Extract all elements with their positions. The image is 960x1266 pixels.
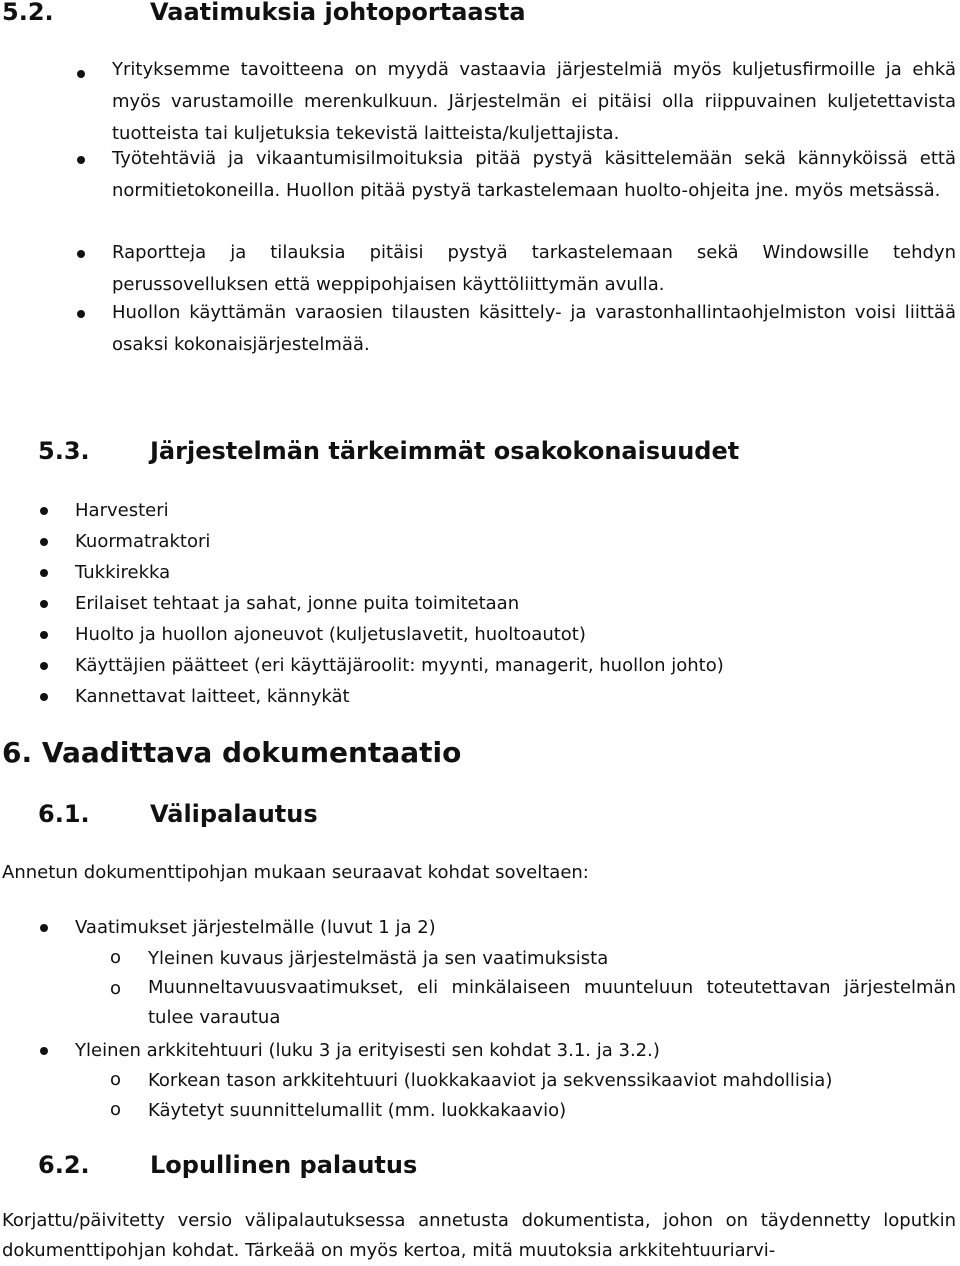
sub-list-item: Yleinen kuvaus järjestelmästä ja sen vaatimuksista (148, 948, 609, 969)
sub-bullet-icon: o (110, 1099, 122, 1120)
bullet-icon (40, 600, 48, 608)
sub-list-item: Käytetyt suunnittelumallit (mm. luokkakaavio) (148, 1100, 567, 1121)
section-number: 5.3. (38, 437, 90, 465)
list-item: Käyttäjien päätteet (eri käyttäjäroolit: myynti, managerit, huollon johto) (75, 655, 724, 676)
section-6-1-intro: Annetun dokumenttipohjan mukaan seuraavat kohdat soveltaen: (2, 862, 589, 883)
bullet-icon (77, 70, 85, 78)
section-number: 6.2. (38, 1151, 90, 1179)
sub-bullet-icon: o (110, 947, 122, 968)
bullet-icon (40, 631, 48, 639)
section-number: 6.1. (38, 800, 90, 828)
bullet-text: Huollon käyttämän varaosien tilausten käsittely- ja varastonhallintaohjelmiston voisi liittää osaksi kokonaisjärjestelmää. (112, 302, 956, 355)
list-item: Kannettavat laitteet, kännykät (75, 686, 350, 707)
bullet-text: Yrityksemme tavoitteena on myydä vastaavia järjestelmiä myös kuljetusfirmoille ja ehkä myös varustamoille merenkulkuun. Järjestelmän ei pitäisi olla riippuvainen kuljetettavista tuotteista tai kuljetuksia tekevistä laitteista/kuljettajista. (112, 59, 956, 144)
list-item: Harvesteri (75, 500, 169, 521)
sub-list-item: Muunneltavuusvaatimukset, eli minkälaiseen muunteluun toteutettavan järjestelmän tulee varautua (148, 977, 956, 1028)
section-5-2-heading (2, 0, 526, 26)
bullet-text: Raportteja ja tilauksia pitäisi pystyä tarkastelemaan sekä Windowsille tehdyn perussovelluksen että weppipohjaisen käyttöliittymän avulla. (112, 242, 956, 295)
bullet-icon (40, 507, 48, 515)
list-item: Erilaiset tehtaat ja sahat, jonne puita toimitetaan (75, 593, 520, 614)
bullet-icon (77, 310, 85, 318)
bullet-icon (40, 538, 48, 546)
sub-bullet-icon: o (110, 978, 122, 999)
bullet-icon (40, 569, 48, 577)
list-item: Huolto ja huollon ajoneuvot (kuljetuslavetit, huoltoautot) (75, 624, 586, 645)
section-title: Välipalautus (150, 800, 318, 828)
bullet-icon (40, 693, 48, 701)
bullet-icon (40, 924, 48, 932)
section-title: Lopullinen palautus (150, 1151, 418, 1179)
section-title: Vaatimuksia johtoportaasta (150, 0, 526, 26)
list-item: Kuormatraktori (75, 531, 211, 552)
list-item: Tukkirekka (75, 562, 171, 583)
bullet-icon (40, 662, 48, 670)
list-item: Vaatimukset järjestelmälle (luvut 1 ja 2) (75, 917, 436, 938)
list-item: Yleinen arkkitehtuuri (luku 3 ja erityisesti sen kohdat 3.1. ja 3.2.) (75, 1040, 660, 1061)
sub-list-item: Korkean tason arkkitehtuuri (luokkakaaviot ja sekvenssikaaviot mahdollisia) (148, 1070, 833, 1091)
bullet-icon (40, 1047, 48, 1055)
bullet-icon (77, 250, 85, 258)
section-5-3-heading (38, 437, 740, 465)
chapter-6-heading: 6. Vaadittava dokumentaatio (2, 736, 462, 769)
section-6-2-heading (38, 1151, 418, 1179)
section-number: 5.2. (2, 0, 54, 26)
section-6-1-heading (38, 800, 318, 828)
sub-bullet-icon: o (110, 1069, 122, 1090)
bullet-text: Työtehtäviä ja vikaantumisilmoituksia pitää pystyä käsittelemään sekä kännyköissä että normitietokoneilla. Huollon pitää pystyä tarkastelemaan huolto-ohjeita jne. myös metsässä. (112, 148, 956, 201)
section-title: Järjestelmän tärkeimmät osakokonaisuudet (150, 437, 740, 465)
section-6-2-text: Korjattu/päivitetty versio välipalautuksessa annetusta dokumentista, johon on täydennetty loputkin dokumenttipohjan kohdat. Tärkeää on myös kertoa, mitä muutoksia arkkitehtuuriarvi- (2, 1210, 956, 1261)
bullet-icon (77, 156, 85, 164)
